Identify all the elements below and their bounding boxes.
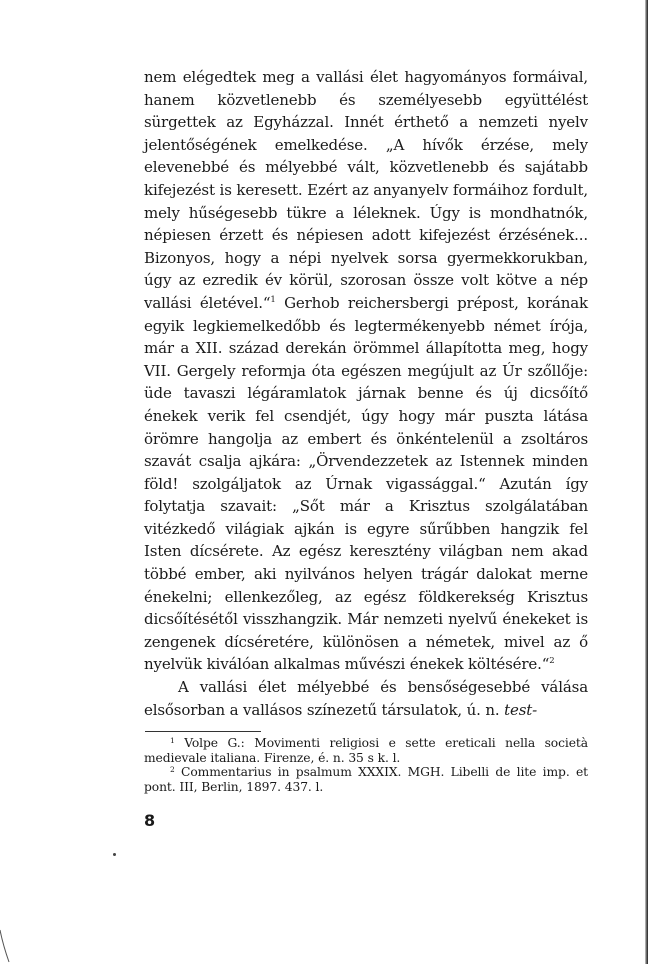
paragraph-1 [144,66,588,676]
footnote-divider [145,731,261,732]
footnote-2-text: Commentarius in psalmum XXXIX. MGH. Libelli de lite imp. et pont. III, Berlin, 1897. 437. l. [144,765,588,794]
scan-edge-right [645,0,648,964]
footnote-1-text: Volpe G.: Movimenti religiosi e sette ereticali nella società medievale italiana. Firenze, é. n. 35 s k. l. [144,736,588,765]
paragraph-1-part-2: Gerhob reichersbergi prépost, korának egyik legkiemelkedőbb és legtermékenyebb német írója, már a XII. század derekán örömmel állapította meg, hogy VII. Gergely reformja óta egészen megújult az Úr szőllője: üde tavaszi légáramlatok járnak benne és új dicsőítő énekek verik fel csendjét, úgy hogy már puszta látása örömre hangolja az embert és önkéntelenül a zsoltáros szavát csalja ajkára: „Örvendezzetek az Istennek minden föld! szolgáljatok az Úrnak vigassággal.“ Azután így folytatja szavait: „Sőt már a Krisztus szolgálatában vitézkedő világiak ajkán is egyre sűrűbben hangzik fel Isten dícsérete. Az egész keresztény világban nem akad többé ember, aki nyilvános helyen trágár dalokat merne énekelni; ellenkezőleg, az egész földkerekség Krisztus dicsőítésétől visszhangzik. Már nemzeti nyelvű énekeket is zengenek dícséretére, különösen a németek, mivel az ő nyelvük kiválóan alkalmas művészi énekek költésére.“ [144,293,588,674]
paragraph-2 [144,676,588,721]
footnote-2 [144,765,588,794]
scan-speck [113,853,116,856]
footnotes [144,736,588,794]
main-text [144,66,588,721]
page-number: 8 [144,810,156,830]
scan-edge-left [0,0,10,964]
paragraph-2-italic-end: test- [504,700,538,719]
footnote-ref-1: 1 [270,294,276,305]
paragraph-2-text: A vallási élet mélyebbé és bensőségesebbé válása elsősorban a vallásos színezetű társulatok, ú. n. [144,678,588,719]
footnote-1-marker: 1 [170,736,175,746]
page-text [144,66,588,830]
footnote-ref-2: 2 [549,656,555,667]
footnote-1 [144,736,588,765]
paragraph-1-part-1: nem elégedtek meg a vallási élet hagyományos formáival, hanem közvetlenebb és személyesebb együttélést sürgettek az Egyházzal. Innét érthető a nemzeti nyelv jelentőségének emelkedése. „A hívők érzése, mely elevenebbé és mélyebbé vált, közvetlenebb és sajátabb kifejezést is keresett. Ezért az anyanyelv formáihoz fordult, mely hűségesebb tükre a léleknek. Úgy is mondhatnók, népiesen érzett és népiesen adott kifejezést érzésének... Bizonyos, hogy a népi nyelvek sorsa gyermekkorukban, úgy az ezredik év körül, szorosan össze volt kötve a nép vallási életével.“ [144,68,588,312]
footnote-2-marker: 2 [170,765,175,775]
